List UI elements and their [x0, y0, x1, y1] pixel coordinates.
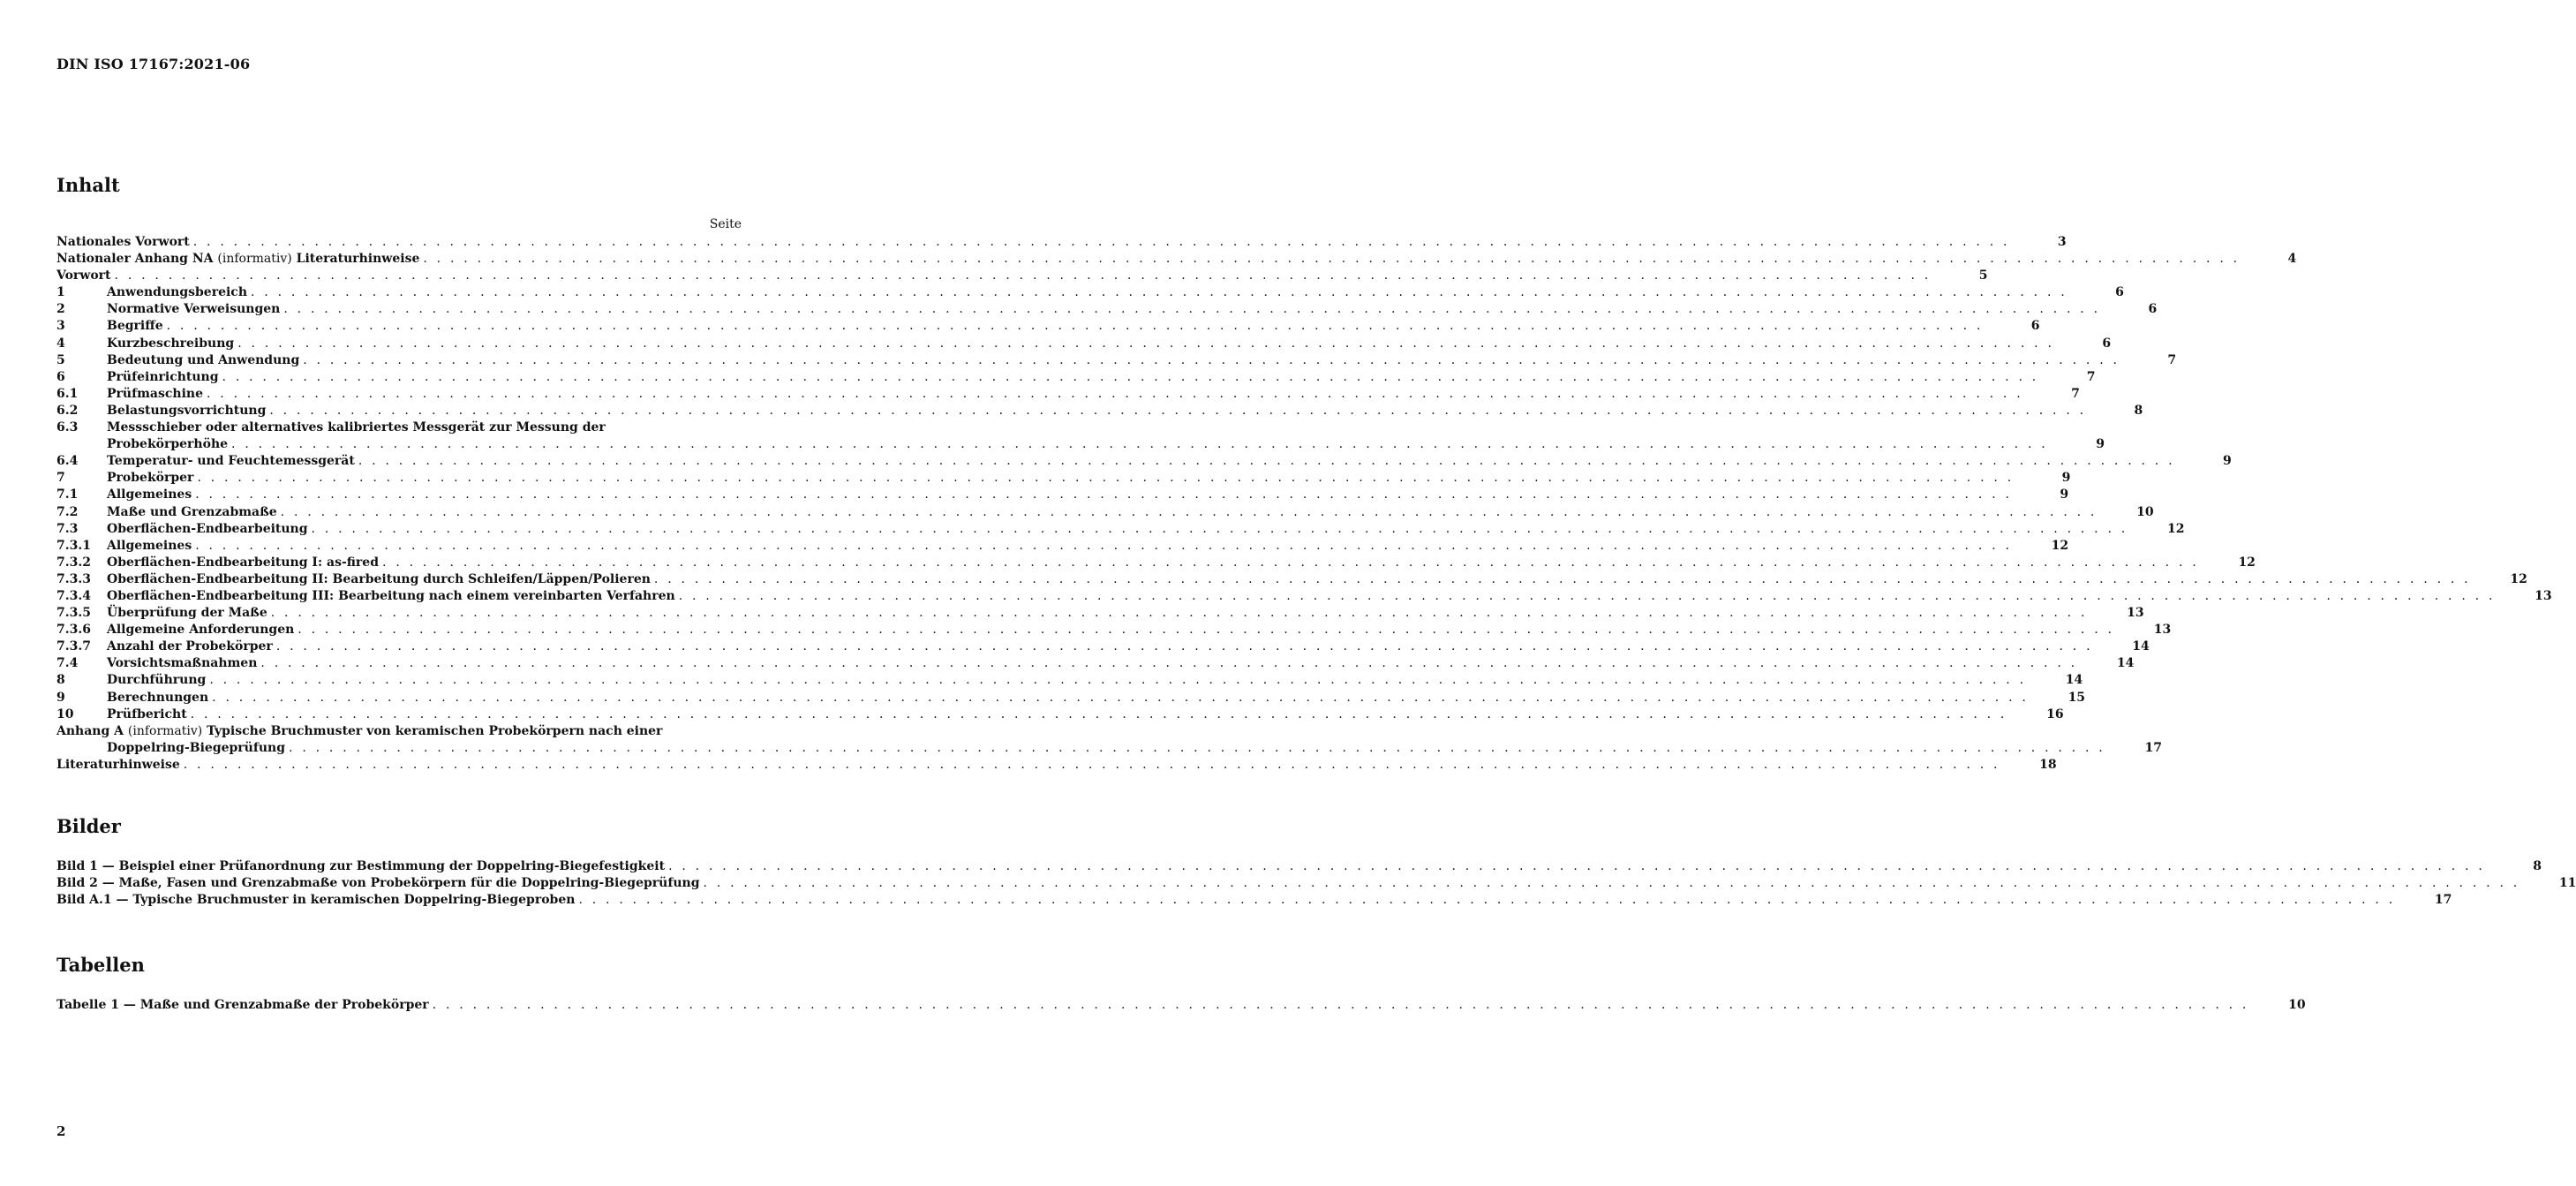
- toc-entry-number: 2: [56, 302, 65, 317]
- toc-entry[interactable]: [56, 487, 2069, 503]
- dot-leader: [429, 997, 2249, 1014]
- toc-entry-title: [107, 588, 675, 605]
- toc-entry-title-text: Bild 1 — Beispiel einer Prüfanordnung zur Bestimmung der Doppelring-Biegefestigkeit: [56, 859, 666, 873]
- toc-entry-title: [107, 470, 193, 487]
- toc-entry-title: [107, 487, 192, 503]
- toc-entry-title-text: Tabelle 1 — Maße und Grenzabmaße der Probekörper: [56, 998, 429, 1012]
- toc-entry[interactable]: [56, 997, 2306, 1014]
- dot-leader: [192, 487, 2012, 503]
- dot-leader: [219, 369, 2039, 386]
- toc-entry-title-text: Prüfeinrichtung: [107, 369, 219, 384]
- toc-entry-number: 10: [56, 706, 74, 721]
- toc-entry-page: 14: [2132, 639, 2150, 654]
- toc-entry-number: 6.1: [56, 386, 79, 401]
- toc-entry-title-text: Probekörper: [107, 471, 194, 486]
- toc-entry-title: [107, 521, 308, 538]
- list-of-tables: [56, 997, 2306, 1014]
- toc-entry-page: 7: [2086, 369, 2096, 384]
- dot-leader: [163, 318, 1984, 335]
- toc-entry-title: [107, 318, 163, 335]
- toc-entry-title: [107, 284, 247, 301]
- toc-entry-page: 10: [2136, 504, 2154, 519]
- toc-entry-title: [107, 571, 651, 588]
- toc-entry-title-text: Typische Bruchmuster von keramischen Probekörpern nach einer: [207, 723, 663, 738]
- toc-entry-number: 6.2: [56, 403, 79, 418]
- toc-entry-number: 8: [56, 673, 65, 688]
- toc-entry-title-text: Berechnungen: [107, 690, 209, 705]
- dot-leader: [294, 622, 2114, 638]
- toc-entry-title-text: Vorwort: [56, 268, 111, 283]
- toc-entry-page: 6: [2148, 302, 2158, 317]
- dot-leader: [651, 571, 2471, 588]
- toc-entry-title: [107, 622, 294, 638]
- toc-entry-title: [56, 892, 575, 909]
- toc-entry-number: 7.3.4: [56, 588, 91, 603]
- toc-entry-title: [107, 386, 203, 403]
- toc-entry-note: (informativ): [127, 723, 203, 738]
- toc-entry[interactable]: [56, 369, 2096, 386]
- toc-entry-title: [107, 301, 280, 318]
- toc-entry-title: [56, 997, 429, 1014]
- toc-entry[interactable]: [56, 757, 2057, 774]
- dot-leader: [111, 268, 1932, 284]
- toc-entry[interactable]: [56, 690, 2086, 706]
- toc-entry-page: 6: [2102, 336, 2112, 351]
- toc-entry[interactable]: [56, 588, 2552, 605]
- toc-entry-title: [107, 690, 208, 706]
- toc-entry-title-text: Oberflächen-Endbearbeitung I: as-fired: [107, 555, 380, 570]
- dot-leader: [266, 403, 2086, 419]
- toc-entry-page: 14: [2065, 673, 2083, 688]
- toc-entry-title: [107, 538, 192, 555]
- toc-entry-number: 5: [56, 352, 65, 367]
- toc-entry[interactable]: [56, 706, 2064, 723]
- toc-entry-title: [107, 638, 273, 655]
- toc-entry-page: 9: [2061, 471, 2071, 486]
- page-column-label: Seite: [709, 217, 742, 231]
- toc-entry-title-text: Prüfbericht: [107, 706, 187, 721]
- dot-leader: [187, 706, 2007, 723]
- toc-entry[interactable]: [56, 622, 2172, 638]
- dot-leader: [277, 504, 2098, 521]
- toc-entry[interactable]: [56, 301, 2158, 318]
- toc-entry-title-text: Nationaler Anhang NA: [56, 252, 214, 267]
- dot-leader: [208, 690, 2029, 706]
- toc-entry-title-text: Temperatur- und Feuchtemessgerät: [107, 454, 355, 469]
- toc-entry-title-text: Allgemeines: [107, 487, 192, 502]
- toc-entry-title: [56, 858, 665, 875]
- toc-entry-number: 7.3.2: [56, 555, 91, 570]
- toc-entry-page: 8: [2533, 859, 2542, 873]
- dot-leader: [190, 234, 2010, 251]
- toc-entry-page: 7: [2071, 386, 2080, 401]
- toc-entry[interactable]: [56, 740, 2162, 757]
- toc-entry-number: 4: [56, 336, 65, 351]
- toc-entry[interactable]: [56, 892, 2452, 909]
- toc-entry-page: 5: [1978, 268, 1988, 283]
- toc-entry-title: [107, 504, 277, 521]
- toc-entry-title-continued: Probekörperhöhe: [107, 437, 229, 452]
- toc-entry-page: 12: [2238, 555, 2256, 570]
- toc-entry-title: [56, 268, 111, 284]
- toc-entry-number: 7.3.3: [56, 571, 91, 586]
- dot-leader: [665, 858, 2485, 875]
- toc-entry[interactable]: [56, 538, 2069, 555]
- toc-entry[interactable]: [56, 672, 2083, 689]
- toc-entry-page: 14: [2116, 656, 2135, 671]
- toc-entry-number: 9: [56, 690, 65, 705]
- toc-entry-page: 4: [2287, 252, 2297, 267]
- toc-entry-page: 10: [2288, 998, 2306, 1012]
- toc-entry-page: 13: [2153, 623, 2172, 638]
- toc-entry-line[interactable]: [56, 419, 742, 436]
- toc-entry[interactable]: [56, 268, 1988, 284]
- toc-entry-title-text: Oberflächen-Endbearbeitung: [107, 521, 308, 536]
- toc-entry-title: [107, 672, 206, 689]
- dot-leader: [180, 757, 2000, 774]
- dot-leader: [299, 352, 2120, 369]
- toc-entry-note: (informativ): [217, 252, 292, 267]
- toc-entry-title-text: Anwendungsbereich: [107, 285, 247, 300]
- toc-entry-page: 9: [2096, 437, 2105, 452]
- toc-entry-page: 6: [2030, 319, 2040, 334]
- toc-entry[interactable]: [56, 386, 2080, 403]
- toc-entry[interactable]: [56, 403, 2143, 419]
- toc-entry-number: 7.3.5: [56, 606, 91, 621]
- toc-entry-title-text: Nationales Vorwort: [56, 235, 190, 249]
- toc-entry-title-text: Anhang A: [56, 723, 124, 738]
- toc-entry[interactable]: [56, 655, 2135, 672]
- toc-entry[interactable]: [56, 504, 2154, 521]
- toc-entry-number: 7.2: [56, 504, 79, 519]
- list-of-figures: [56, 858, 2576, 909]
- toc-entry[interactable]: [56, 571, 2527, 588]
- toc-entry-page: 13: [2535, 588, 2552, 603]
- dot-leader: [379, 555, 2199, 571]
- toc-entry-title: [56, 723, 662, 740]
- toc-entry-line[interactable]: [56, 723, 742, 740]
- tables-heading: Tabellen: [56, 954, 145, 976]
- dot-leader: [203, 386, 2023, 403]
- toc-entry-title-text: Literaturhinweise: [296, 252, 420, 267]
- toc-entry-title: [107, 336, 234, 352]
- toc-entry-title-text: Anzahl der Probekörper: [107, 639, 273, 654]
- toc-entry-title-text: Oberflächen-Endbearbeitung II: Bearbeitung durch Schleifen/Läppen/Polieren: [107, 571, 651, 586]
- toc-entry[interactable]: [56, 284, 2124, 301]
- dot-leader: [575, 892, 2395, 909]
- toc-entry[interactable]: [56, 555, 2256, 571]
- toc-entry-title-text: Messschieber oder alternatives kalibriertes Messgerät zur Messung der: [107, 420, 606, 435]
- toc-entry-page: 12: [2510, 571, 2527, 586]
- toc-entry[interactable]: [56, 336, 2112, 352]
- toc-entry-title-text: Allgemeines: [107, 538, 192, 553]
- toc-entry-title: [56, 757, 180, 774]
- toc-entry[interactable]: [56, 318, 2040, 335]
- dot-leader: [257, 655, 2077, 672]
- toc-entry-page: 7: [2167, 352, 2177, 367]
- toc-entry[interactable]: [56, 251, 2297, 268]
- toc-entry-number: 6: [56, 369, 65, 384]
- dot-leader: [280, 301, 2100, 318]
- toc-entry[interactable]: [56, 858, 2542, 875]
- toc-entry-page: 18: [2039, 757, 2057, 772]
- toc-entry-page: 17: [2144, 740, 2162, 755]
- toc-entry[interactable]: [56, 638, 2150, 655]
- toc-entry-number: 7.3.1: [56, 538, 91, 553]
- toc-entry-title: [107, 706, 187, 723]
- toc-entry-page: 9: [2223, 454, 2232, 469]
- contents-heading: Inhalt: [56, 174, 120, 196]
- table-of-contents: [56, 234, 2552, 774]
- toc-entry-title-text: Begriffe: [107, 319, 163, 334]
- toc-entry-title-text: Prüfmaschine: [107, 386, 203, 401]
- toc-entry[interactable]: [56, 234, 2067, 251]
- toc-entry-title-text: Maße und Grenzabmaße: [107, 504, 277, 519]
- toc-entry-title: [107, 453, 355, 470]
- toc-entry-title-text: Bild 2 — Maße, Fasen und Grenzabmaße von Probekörpern für die Doppelring-Biegeprüfung: [56, 876, 700, 891]
- toc-entry-title-text: Literaturhinweise: [56, 757, 180, 772]
- dot-leader: [308, 521, 2128, 538]
- toc-entry-title: [56, 234, 190, 251]
- toc-entry-title: [107, 655, 257, 672]
- toc-entry-page: 6: [2115, 285, 2124, 300]
- toc-entry[interactable]: [56, 453, 2232, 470]
- toc-entry-title-text: Normative Verweisungen: [107, 302, 281, 317]
- toc-entry-title-text: Allgemeine Anforderungen: [107, 623, 295, 638]
- dot-leader: [206, 672, 2026, 689]
- page-number: 2: [56, 1123, 66, 1139]
- dot-leader: [355, 453, 2175, 470]
- toc-entry-title-text: Überprüfung der Maße: [107, 606, 267, 621]
- toc-entry-title: [56, 875, 700, 892]
- toc-entry[interactable]: [56, 436, 2105, 453]
- dot-leader: [193, 470, 2014, 487]
- toc-entry-title-text: Belastungsvorrichtung: [107, 403, 267, 418]
- toc-entry-page: 16: [2046, 706, 2064, 721]
- toc-entry[interactable]: [56, 875, 2576, 892]
- toc-entry-number: 7: [56, 471, 65, 486]
- toc-entry-page: 15: [2068, 690, 2086, 705]
- dot-leader: [419, 251, 2240, 268]
- toc-entry-number: 7.1: [56, 487, 79, 502]
- toc-entry-title: [107, 555, 379, 571]
- toc-entry-number: 7.4: [56, 656, 79, 671]
- toc-entry-number: 6.3: [56, 420, 79, 435]
- toc-entry-title-text: Oberflächen-Endbearbeitung III: Bearbeitung nach einem vereinbarten Verfahren: [107, 588, 675, 603]
- toc-entry-page: 13: [2127, 606, 2144, 621]
- toc-entry-page: 12: [2051, 538, 2069, 553]
- dot-leader: [700, 875, 2520, 892]
- toc-entry-title-text: Bedeutung und Anwendung: [107, 352, 300, 367]
- toc-entry[interactable]: [56, 605, 2144, 622]
- toc-entry-page: 12: [2166, 521, 2185, 536]
- toc-entry[interactable]: [56, 521, 2185, 538]
- toc-entry-page: 11: [2558, 876, 2576, 891]
- dot-leader: [285, 740, 2105, 757]
- toc-entry-title-text: Bild A.1 — Typische Bruchmuster in keramischen Doppelring-Biegeproben: [56, 893, 576, 908]
- dot-leader: [675, 588, 2496, 605]
- toc-entry-title: [107, 419, 606, 436]
- dot-leader: [267, 605, 2088, 622]
- dot-leader: [247, 284, 2068, 301]
- toc-entry-title-text: Kurzbeschreibung: [107, 336, 235, 351]
- dot-leader: [234, 336, 2054, 352]
- toc-entry-title-text: Vorsichtsmaßnahmen: [107, 656, 258, 671]
- toc-entry-number: 3: [56, 319, 65, 334]
- toc-entry[interactable]: [56, 470, 2071, 487]
- toc-entry-title: [107, 352, 299, 369]
- toc-entry-page: 8: [2134, 403, 2143, 418]
- toc-entry-page: 3: [2057, 235, 2067, 249]
- toc-entry-page: 17: [2434, 893, 2452, 908]
- toc-entry-title: [107, 605, 267, 622]
- figures-heading: Bilder: [56, 815, 121, 837]
- toc-entry-title-continued: Doppelring-Biegeprüfung: [107, 740, 286, 755]
- toc-entry-page: 9: [2060, 487, 2069, 502]
- toc-entry-number: 1: [56, 285, 65, 300]
- toc-entry-title-text: Durchführung: [107, 673, 207, 688]
- toc-entry-number: 7.3.7: [56, 639, 91, 654]
- toc-entry-number: 7.3.6: [56, 623, 91, 638]
- toc-entry-number: 7.3: [56, 521, 79, 536]
- dot-leader: [228, 436, 2048, 453]
- toc-entry[interactable]: [56, 352, 2177, 369]
- toc-entry-number: 6.4: [56, 454, 79, 469]
- toc-entry-title: [56, 251, 419, 268]
- document-id: DIN ISO 17167:2021-06: [56, 56, 251, 72]
- toc-entry-title: [107, 403, 266, 419]
- dot-leader: [273, 638, 2093, 655]
- toc-entry-title: [107, 369, 219, 386]
- dot-leader: [192, 538, 2012, 555]
